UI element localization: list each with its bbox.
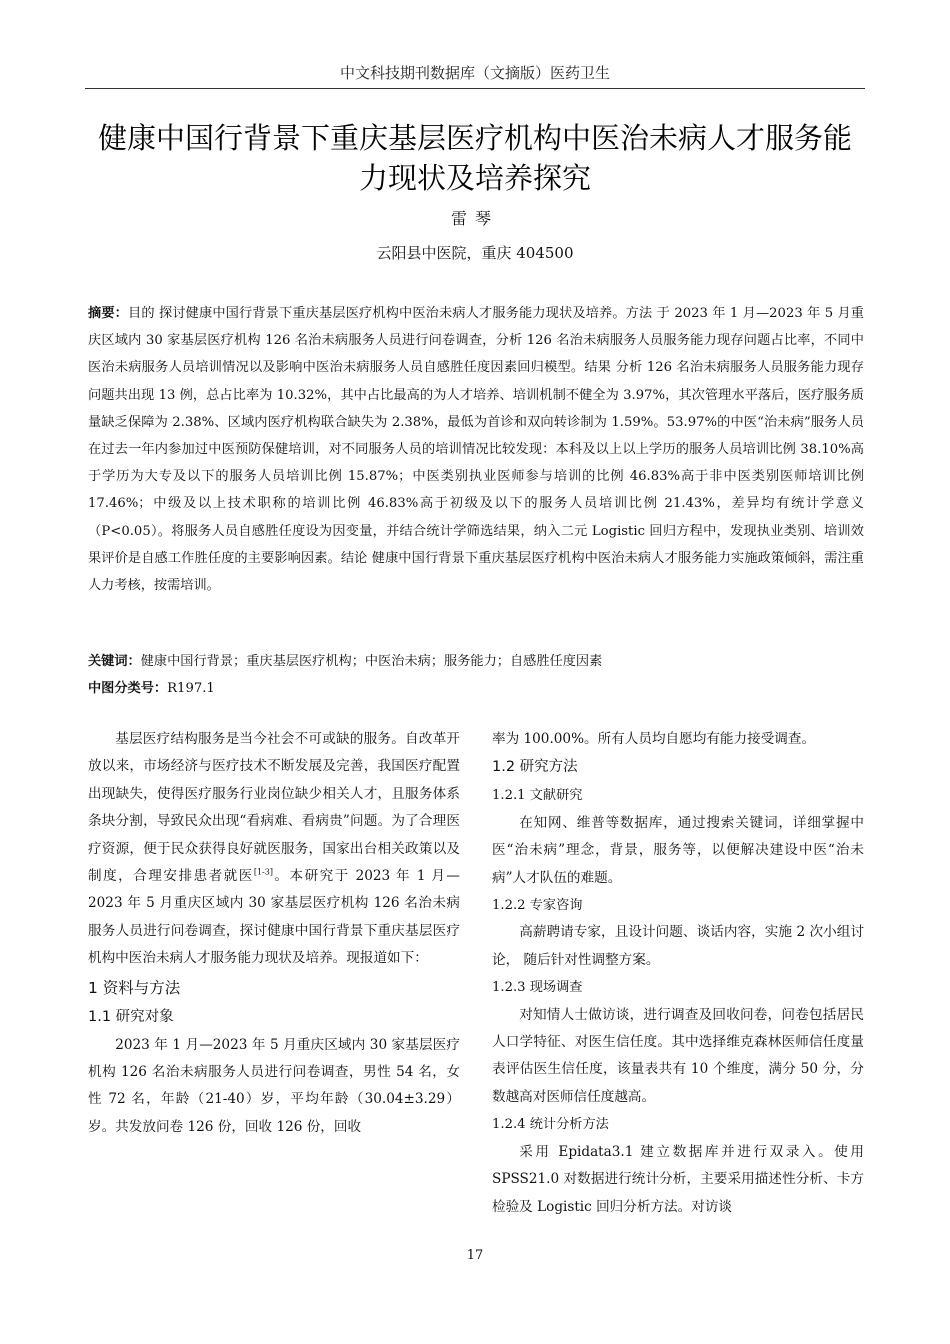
body-column-left <box>88 726 460 1141</box>
classification-label: 中图分类号： <box>88 681 168 696</box>
section-1-2-2-text: 高薪聘请专家，且设计问题、谈话内容，实施 2 次小组讨论， 随后针对性调整方案。 <box>492 924 864 968</box>
keywords-text: 健康中国行背景；重庆基层医疗机构；中医治未病；服务能力；自感胜任度因素 <box>140 654 603 669</box>
section-1-1-text: 2023 年 1 月—2023 年 5 月重庆区域内 30 家基层医疗机构 126 名治未病服务人员进行问卷调查，男性 54 名，女性 72 名，年龄（21-40）岁，平均年龄（30.04±3.29）岁。共发放问卷 126 份，回收 126 份，回收 <box>88 1036 460 1135</box>
intro-paragraph <box>88 726 460 973</box>
section-heading-1-2-2: 1.2.2 专家咨询 <box>492 898 583 914</box>
section-1-1-text-continued: 率为 100.00%。所有人员均自愿均有能力接受调查。 <box>492 731 816 747</box>
section-1-2-3-text: 对知情人士做访谈，进行调查及回收问卷，问卷包括居民人口学特征、对医生信任度。其中选择维克森林医师信任度量表评估医生信任度，该量表共有 10 个维度，满分 50 分，分数越高对医师信任度越高。 <box>492 1006 864 1105</box>
author-affiliation: 云阳县中医院，重庆 404500 <box>376 244 574 262</box>
section-1-2-4-text: 采用 Epidata3.1 建立数据库并进行双录入。使用 SPSS21.0 对数据进行统计分析，主要采用描述性分析、卡方检验及 Logistic 回归分析方法。对访谈 <box>492 1143 864 1215</box>
classification-text: R197.1 <box>167 681 215 696</box>
keywords <box>88 648 864 675</box>
intro-text-b: 。本研究于 2023 年 1 月—2023 年 5 月重庆区域内 30 家基层医疗机构 126 名治未病服务人员进行问卷调查，探讨健康中国行背景下重庆基层医疗机构中医治未病人才服务能力现状及培养。现报道如下： <box>88 868 461 967</box>
header-divider <box>85 88 865 89</box>
article-title: 健康中国行背景下重庆基层医疗机构中医治未病人才服务能力现状及培养探究 <box>97 121 852 195</box>
intro-text-a: 基层医疗结构服务是当今社会不可或缺的服务。自改革开放以来，市场经济与医疗技术不断发展及完善，我国医疗配置出现缺失，使得医疗服务行业岗位缺少相关人才，且服务体系条块分割，导致民众出现“看病难、看病贵”问题。为了合理医疗资源，便于民众获得良好就医服务，国家出台相关政策以及制度，合理安排患者就医 <box>88 731 460 885</box>
section-heading-1-2-3: 1.2.3 现场调查 <box>492 980 583 996</box>
citation-ref: [1-3] <box>253 867 273 877</box>
keywords-label: 关键词： <box>88 654 141 669</box>
body-column-right <box>492 726 864 1221</box>
abstract-label: 摘要： <box>88 306 128 321</box>
section-1-2-1-text: 在知网、维普等数据库，通过搜索关键词，详细掌握中医“治未病”理念，背景，服务等，以便解决建设中医“治未病”人才队伍的难题。 <box>492 814 864 886</box>
journal-header: 中文科技期刊数据库（文摘版）医药卫生 <box>339 64 610 82</box>
classification-number <box>88 675 864 702</box>
section-heading-1-2: 1.2 研究方法 <box>492 759 578 776</box>
article-author: 雷琴 <box>450 209 499 228</box>
section-heading-1-1: 1.1 研究对象 <box>88 1008 174 1025</box>
page-number: 17 <box>466 1248 484 1263</box>
section-heading-1: 1 资料与方法 <box>88 978 181 997</box>
abstract-text: 目的 探讨健康中国行背景下重庆基层医疗机构中医治未病人才服务能力现状及培养。方法 于 2023 年 1 月—2023 年 5 月重庆区域内 30 家基层医疗机构 126 名治未病服务人员进行问卷调查，分析 126 名治未病服务人员服务能力现存问题占比率，不同中医治未病服务人员培训情况以及影响中医治未病服务人员自感胜任度因素回归模型。结果 分析 126 名治未病服务人员服务能力现存问题共出现 13 例，总占比率为 10.32%，其中占比最高的为人才培养、培训机制不健全为 3.97%，其次管理水平落后，医疗服务质量缺乏保障为 2.38%、区域内医疗机构联合缺失为 2.38%，最低为首诊和双向转诊制为 1.59%。53.97%的中医“治未病”服务人员在过去一年内参加过中医预防保健培训，对不同服务人员的培训情况比较发现：本科及以上以上学历的服务人员培训比例 38.10%高于学历为大专及以下的服务人员培训比例 15.87%；中医类别执业医师参与培训的比例 46.83%高于非中医类别医师培训比例 17.46%；中级及以上技术职称的培训比例 46.83%高于初级及以下的服务人员培训比例 21.43%，差异均有统计学意义（P<0.05）。将服务人员自感胜任度设为因变量，并结合统计学筛选结果，纳入二元 Logistic 回归方程中，发现执业类别、培训效果评价是自感工作胜任度的主要影响因素。结论 健康中国行背景下重庆基层医疗机构中医治未病人才服务能力实施政策倾斜，需注重人力考核，按需培训。 <box>88 306 864 594</box>
section-heading-1-2-1: 1.2.1 文献研究 <box>492 788 583 804</box>
abstract <box>88 300 864 599</box>
section-heading-1-2-4: 1.2.4 统计分析方法 <box>492 1117 609 1133</box>
